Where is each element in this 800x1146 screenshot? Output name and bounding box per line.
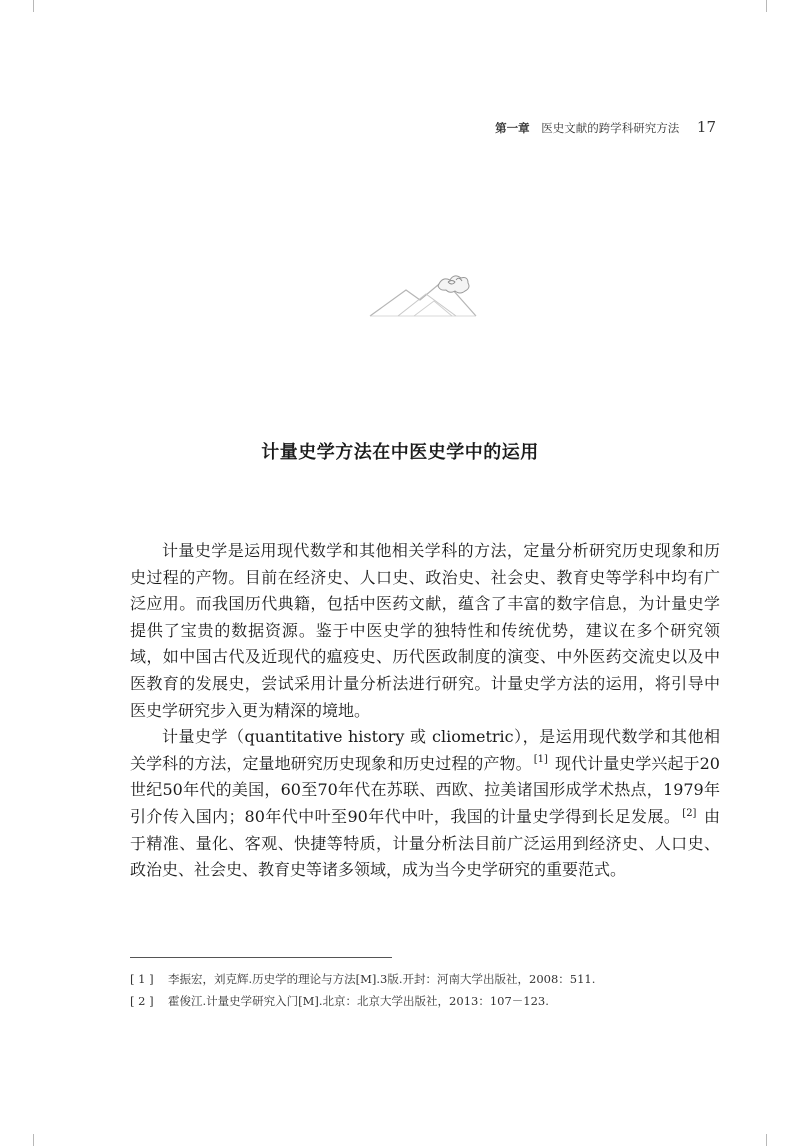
paragraph-2-part-2: 现代计量史学兴起于20世纪50年代的美国，60至70年代在苏联、西欧、拉美诸国形成学术热点，1979年引介传入国内；80年代中叶至90年代中叶，我国的计量史学得到长足发展。 xyxy=(130,753,720,826)
footnotes xyxy=(130,968,730,1012)
footnote-text: 李振宏，刘克辉.历史学的理论与方法[M].3版.开封：河南大学出版社，2008：511. xyxy=(168,972,596,986)
footnote-ref-2[interactable]: [2] xyxy=(682,807,697,819)
article-body xyxy=(130,538,720,884)
chapter-label: 第一章 xyxy=(495,121,530,135)
paragraph-2-part-3: 由于精准、量化、客观、快捷等特质，计量分析法目前广泛运用到经济史、人口史、政治史、社会史、教育史等诸多领域，成为当今史学研究的重要范式。 xyxy=(130,806,720,880)
chapter-title: 医史文献的跨学科研究方法 xyxy=(541,121,680,135)
crop-mark-bottom-right xyxy=(766,1134,767,1146)
paragraph-2 xyxy=(130,724,720,884)
footnote-divider xyxy=(130,957,392,958)
paragraph-2-part-1: 计量史学（quantitative history 或 cliometric），是运用现代数学和其他相关学科的方法，定量地研究历史现象和历史过程的产物。 xyxy=(130,727,720,773)
crop-mark-top-right xyxy=(766,0,767,12)
page-number: 17 xyxy=(696,118,716,136)
footnote-1 xyxy=(130,968,730,990)
paragraph-1: 计量史学是运用现代数学和其他相关学科的方法，定量分析研究历史现象和历史过程的产物。目前在经济史、人口史、政治史、社会史、教育史等学科中均有广泛应用。而我国历代典籍，包括中医药文献，蕴含了丰富的数字信息，为计量史学提供了宝贵的数据资源。鉴于中医史学的独特性和传统优势，建议在多个研究领域，如中国古代及近现代的瘟疫史、历代医政制度的演变、中外医药交流史以及中医教育的发展史，尝试采用计量分析法进行研究。计量史学方法的运用，将引导中医史学研究步入更为精深的境地。 xyxy=(130,541,720,720)
running-header xyxy=(0,118,716,136)
crop-mark-top-left xyxy=(33,0,34,12)
article-title: 计量史学方法在中医史学中的运用 xyxy=(261,442,539,463)
footnote-ref-1[interactable]: [1] xyxy=(533,754,548,766)
footnote-text: 霍俊江.计量史学研究入门[M].北京：北京大学出版社，2013：107－123. xyxy=(168,994,549,1008)
footnote-number: [ 2 ] xyxy=(130,994,154,1008)
mountain-cloud-ornament-icon xyxy=(368,270,478,320)
crop-mark-bottom-left xyxy=(33,1134,34,1146)
footnote-number: [ 1 ] xyxy=(130,972,154,986)
footnote-2 xyxy=(130,990,730,1012)
